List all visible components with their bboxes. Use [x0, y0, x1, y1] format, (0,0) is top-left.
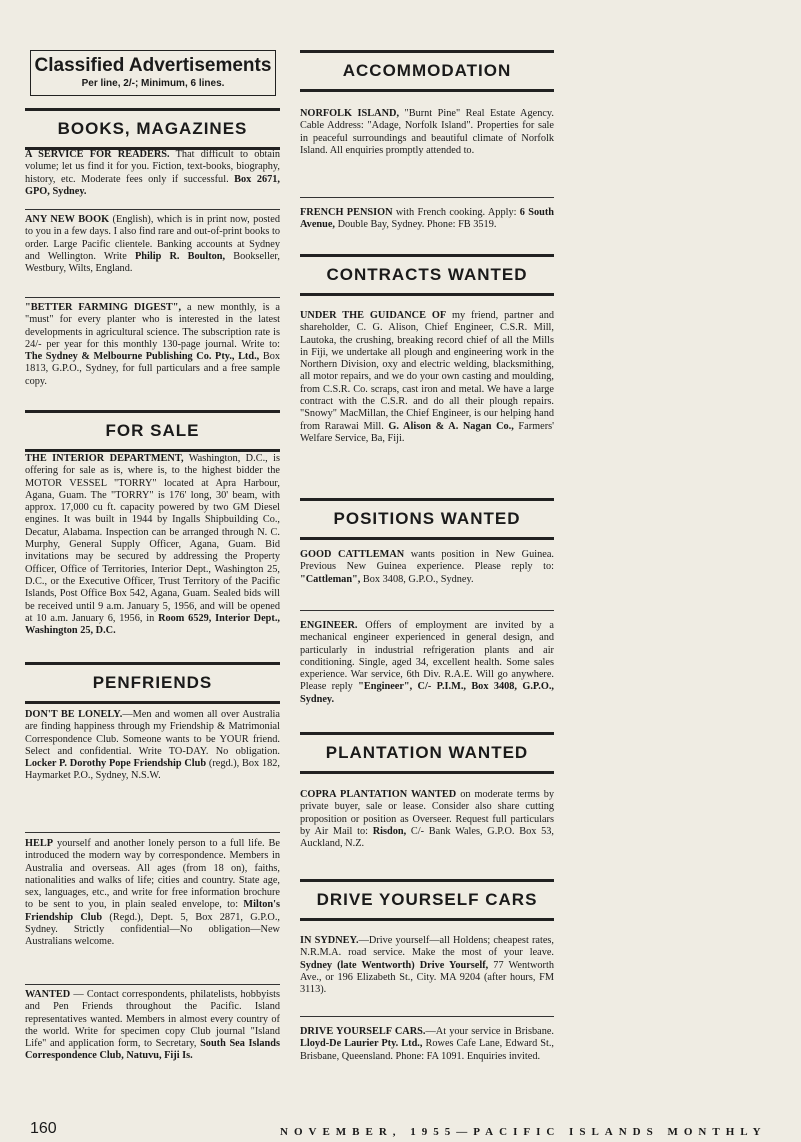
section-heading-for-sale: FOR SALE — [25, 410, 280, 452]
ad-for-sale-1: THE INTERIOR DEPARTMENT, Washington, D.C., is offering for sale as is, where is, to the highest bidder the MOTOR VESSEL "TORRY" located at Apra Harbour, Agana, Guam. The "TORRY" is 176' long, 30' beam, with approx. 17,000 cu ft. capacity powered by two GM Diesel engines. It was built in 1944 by Ingalls Shipbuilding Co., Decatur, Alabama. Inspection can be arranged through N. C. Murphy, General Supply Officer, Agana, Guam. Bid invitations may be secured by addressing the Property Officer, Office of Territories, Interior Dept., Washington 25, D.C., or the Executive Officer, Trust Territory of the Pacific Islands, Post Office Box 542, Agana, Guam. Sealed bids will be received until 9 a.m. January 5, 1956, and will be opened at 10 a.m. January 6, 1956, in Room 6529, Interior Dept., Washington 25, D.C. — [25, 453, 280, 637]
ad-books-1: A SERVICE FOR READERS. That difficult to obtain volume; let us find it for you. Fiction, text-books, biography, history, etc. Moderate fees only if successful. Box 2671, GPO, Sydney. — [25, 149, 280, 197]
classified-title: Classified Advertisements — [34, 55, 272, 76]
ad-plantation-1: COPRA PLANTATION WANTED on moderate terms by private buyer, sale or lease. Consider also share cutting proposition or position as Overseer. Request full particulars by Air Mail to: Risdon, C/- Bank Wales, G.P.O. Box 53, Auckland, N.Z. — [300, 789, 555, 850]
ad-books-3: "BETTER FARMING DIGEST", a new monthly, is a "must" for every planter who is interested in the latest developments in agricultural science. The subscription rate is 24/- per year for this monthly 130-page journal. Write to: The Sydney & Melbourne Publishing Co. Pty., Ltd., Box 1813, G.P.O., Sydney, for full particulars and a free sample copy. — [25, 302, 281, 387]
classified-rates: Per line, 2/-; Minimum, 6 lines. — [81, 78, 225, 89]
ad-penfriends-1: DON'T BE LONELY.—Men and women all over Australia are finding happiness through my Friendship & Matrimonial Correspondence Club. Someone wants to be YOUR friend. Select and confidential. Write TO-DAY. No obligation. Locker P. Dorothy Pope Friendship Club (regd.), Box 182, Haymarket P.O., Sydney, N.S.W. — [25, 709, 280, 782]
ad-divider — [25, 209, 280, 210]
section-heading-accommodation: ACCOMMODATION — [300, 50, 554, 92]
ad-divider — [300, 610, 554, 611]
ad-contracts-1: UNDER THE GUIDANCE OF my friend, partner and shareholder, C. G. Alison, Chief Engineer, C.S.R. Mill, Lautoka, the crushing, breaking record chief of all the Mills in Fiji, we undertake all plough and engineering work in the Northern Division, oxy and electric welding, blacksmithing, all motor repairs, and we do your own casting and moulding, from C.S.R. Co. scraps, cast iron and metal. We have a large contract with the C.S.R. and do all their plough repairs. "Snowy" MacMillan, the Chief Engineer, is our helping hand from Rarawai Mill. G. Alison & A. Nagan Co., Farmers' Welfare Service, Ba, Fiji. — [300, 310, 555, 444]
ad-penfriends-2: HELP yourself and another lonely person to a full life. Be introduced the modern way by correspondence. Members in Australia and overseas. All ages (from 18 on), faiths, nationalities and walks of life; cities and country. State age, sex, languages, etc., and write for free information brochure to be sent to you, in plain sealed envelope, to: Milton's Friendship Club (Regd.), Dept. 5, Box 2871, G.P.O., Sydney. Strictly confidential—No obligation—New Australians welcome. — [25, 838, 280, 948]
issue-line: NOVEMBER, 1955—PACIFIC ISLANDS MONTHLY — [280, 1126, 767, 1138]
ad-divider — [25, 297, 280, 298]
section-heading-plantation: PLANTATION WANTED — [300, 732, 554, 774]
section-heading-books: BOOKS, MAGAZINES — [25, 108, 280, 150]
classified-header-box — [30, 50, 276, 96]
section-heading-penfriends: PENFRIENDS — [25, 662, 280, 704]
ad-penfriends-3: WANTED — Contact correspondents, philatelists, hobbyists and Pen Friends throughout the Pacific. Island representatives wanted. Members in almost every country of the world. Write for specimen copy Club journal "Island Life" and application form, to Secretary, South Sea Islands Correspondence Club, Natuvu, Fiji Is. — [25, 989, 280, 1062]
ad-divider — [25, 832, 280, 833]
ad-divider — [300, 197, 554, 198]
page-footer — [0, 1120, 801, 1142]
ad-positions-2: ENGINEER. Offers of employment are invited by a mechanical engineer experienced in general design, and particularly in industrial refrigeration plants and air conditioning. Single, aged 34, excellent health. Some sales experience. War service, 6th Div. R.A.E. Will go anywhere. Please reply "Engineer", C/- P.I.M., Box 3408, G.P.O., Sydney. — [300, 620, 554, 705]
ad-accommodation-2: FRENCH PENSION with French cooking. Apply: 6 South Avenue, Double Bay, Sydney. Phone: FB 3519. — [300, 207, 554, 231]
ad-accommodation-1: NORFOLK ISLAND, "Burnt Pine" Real Estate Agency. Cable Address: "Adage, Norfolk Island". Properties for sale in peaceful surroundings and beautiful climate of Norfolk Island. All enquiries promptly attended to. — [300, 108, 554, 156]
ad-divider — [25, 984, 280, 985]
ad-books-2: ANY NEW BOOK (English), which is in print now, posted to you in a few days. I also find rare and out-of-print books to order. Large Pacific clientele. Banking accounts at Sydney and Wellington. Write Philip R. Boulton, Bookseller, Westbury, Wilts, England. — [25, 214, 280, 275]
ad-drive-1: IN SYDNEY.—Drive yourself—all Holdens; cheapest rates, N.R.M.A. road service. Make the most of your leave. Sydney (late Wentworth) Drive Yourself, 77 Wentworth Ave., or 196 Elizabeth St., City. MA 9204 (after hours, FM 3113). — [300, 935, 554, 996]
ad-divider — [300, 1016, 554, 1017]
ad-drive-2: DRIVE YOURSELF CARS.—At your service in Brisbane. Lloyd-De Laurier Pty. Ltd., Rowes Cafe Lane, Edward St., Brisbane, Queensland. Phone: FA 1091. Enquiries invited. — [300, 1026, 555, 1062]
section-heading-contracts: CONTRACTS WANTED — [300, 254, 554, 296]
ad-positions-1: GOOD CATTLEMAN wants position in New Guinea. Previous New Guinea experience. Please reply to: "Cattleman", Box 3408, G.P.O., Sydney. — [300, 549, 554, 585]
section-heading-positions: POSITIONS WANTED — [300, 498, 554, 540]
page-number: 160 — [30, 1120, 57, 1137]
section-heading-drive: DRIVE YOURSELF CARS — [300, 879, 554, 921]
